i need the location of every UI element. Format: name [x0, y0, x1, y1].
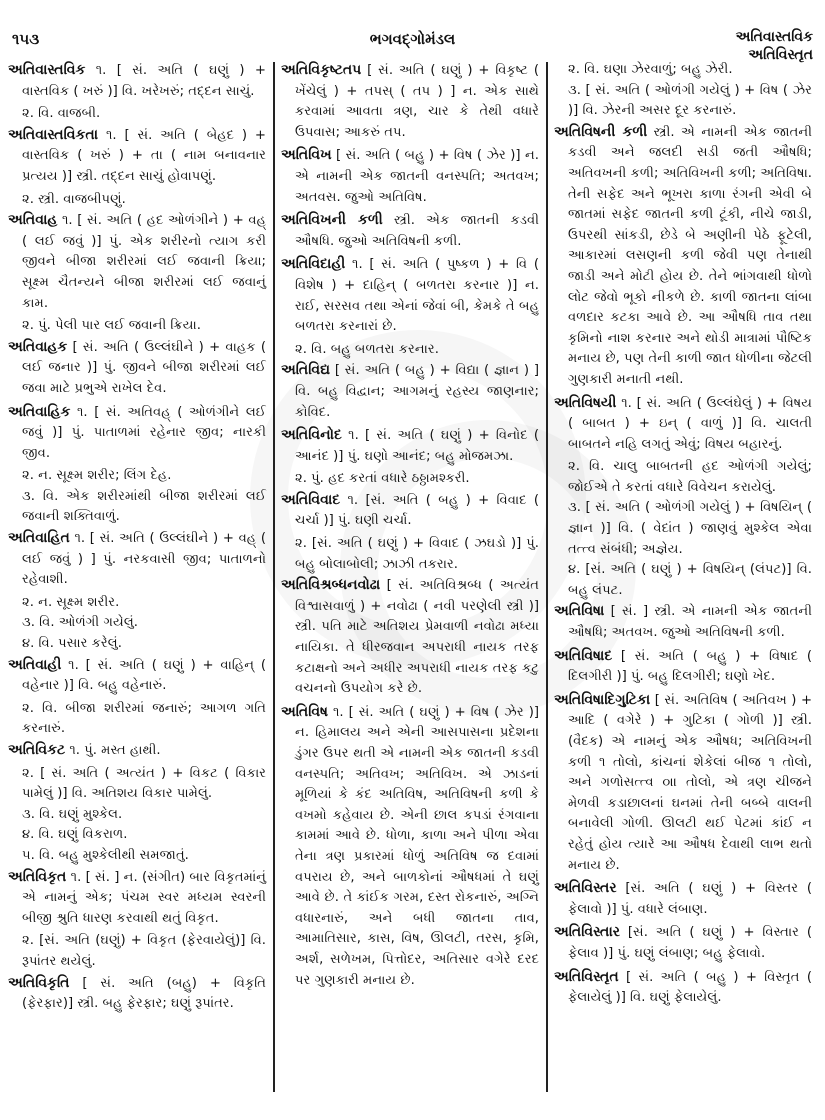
entry-text: સ્ત્રી. એ નામની એક જાતની કડવી અને જલદી સડી જતી ઔષધિ; અતિવખની કળી; અતિવિખની કળી; અતિવિષા. તેની સફેદ અને ભૂખરા કાળા રંગની એવી બે જાતમાં સફેદ જાતની કળી ટૂંકી, નીચે જાડી, ઉપરથી સાંકડી, છેડે બે અણીની પેઠે ફૂટેલી, આકારમાં લસણની કળી જેવી પણ તેનાથી જાડી અને મોટી હોય છે. તેને ભાંગવાથી ધોળો લોટ જેવો ભૂકો નીકળે છે. કાળી જાતના લાંબા વળદાર કટકા આવે છે. આ ઔષધિ તાવ તથા કૃમિનો નાશ કરનાર અને થોડી માત્રામાં પૌષ્ટિક મનાય છે, પણ તેની કાળી જાત ધોળીના જેટલી ગુણકારી મનાતી નથી. [568, 124, 812, 387]
entry-text: ૧. [ સં. અતિ ( ઉલ્લંઘીને ) + વહ્ ( લઈ જવું ) ] પું. નરકવાસી જીવ; પાતાળનો રહેવાશી. [22, 531, 266, 588]
sense-line: ૨. ન. સૂક્ષ્મ શરીર; લિંગ દેહ. [22, 468, 172, 484]
entry-text: [ સં. અતિ ( બહુ ) + વિદ્યા ( જ્ઞાન ) ] વિ. બહુ વિદ્વાન; આગમનું રહસ્ય જાણનાર; કોવિદ. [295, 363, 539, 420]
entry-text: ૧. [ સં. અતિ ( બેહદ ) + વાસ્તવિક ( ખરું ) + તા ( નામ બનાવનાર પ્રત્યય )] સ્ત્રી. તદ્દન સાચું હોવાપણું. [22, 127, 266, 184]
entry-headword: અતિવિસ્તર [554, 880, 617, 897]
entry-headword: અતિવિષ [281, 703, 328, 720]
sense-line: ૨. વિ. બીજા શરીરમાં જનારું; આગળ ગતિ કરનારું. [22, 700, 266, 737]
entry-text: ૧. [ સં. અતિ ( હદ ઓળંગીને ) + વહ્ ( લઈ જવું )] પું. એક શરીરનો ત્યાગ કરી જીવને બીજા શરીરમાં લઈ જવાની ક્રિયા; સૂક્ષ્મ ચૈતન્યને બીજા શરીરમાં લઈ જવાનું કામ. [22, 213, 266, 311]
entry-definition [8, 655, 266, 697]
entry-text: ૧. [સં. અતિ ( બહુ ) + વિવાદ ( ચર્ચા )] પું. ઘણી ચર્ચા. [295, 492, 539, 529]
sense-line: ૨. સ્ત્રી. વાજબીપણું. [22, 191, 126, 207]
entry-headword: અતિવાહી [8, 656, 62, 673]
sense-line: ૩. વિ. ઓળંગી ગયેલું. [22, 615, 138, 631]
sense-line: ૨. [ સં. અતિ ( અત્યંત ) + વિકટ ( વિકાર પામેલું )] વિ. અતિશય વિકાર પામેલું. [22, 765, 266, 802]
entry-headword: અતિવિદાહી [281, 256, 346, 273]
dictionary-entry [554, 122, 812, 391]
entry-headword: અતિવિકૃતિ [8, 974, 70, 991]
entry-definition [554, 122, 812, 391]
dictionary-entry [8, 867, 266, 973]
entry-text: [ સં. અતિ (બહુ) + વિકૃતિ (ફેરફાર)] સ્ત્રી. બહુ ફેરફાર; ઘણું રૂપાંતર. [22, 975, 266, 1012]
column-divider [546, 62, 548, 1092]
dictionary-entry [8, 60, 266, 125]
page-number: ૧૫૩ [12, 30, 40, 48]
entry-definition [281, 254, 539, 337]
dictionary-entry [8, 528, 266, 655]
dictionary-entry [8, 210, 266, 337]
dictionary-entry [554, 393, 812, 602]
entry-headword: અતિવાહિત [8, 530, 70, 547]
entry-headword: અતિવિકૃત [8, 868, 67, 885]
entry-definition [8, 337, 266, 400]
sense-line: ૨. વિ. વાજબી. [22, 106, 101, 122]
entry-definition [8, 210, 266, 314]
entry-headword: અતિવાસ્તવિકતા [8, 126, 99, 143]
dictionary-entry [8, 740, 266, 867]
dictionary-entry [8, 655, 266, 740]
entry-definition [281, 425, 539, 467]
dictionary-entry [554, 922, 812, 964]
sense-line: ૨. ન. સૂક્ષ્મ શરીર. [22, 594, 120, 610]
entry-text: [ સં. અતિવિષ ( અતિવખ ) + આદિ ( વગેરે ) + ગુટિકા ( ગોળી )] સ્ત્રી. (વૈદક) એ નામનું એક ઔષધ; અતિવિખની કળી ૧ તોલો, કાંચનાં શેકેલાં બીજ ૧ તોલો, અને ગળોસત્ત્વ ૦॥ તોલો, એ ત્રણ ચીજને મેળવી કડાછાલનાં ઘનમાં તેની બબ્બે વાલની બનાવેલી ગોળી. ઊલટી થઈ પેટમાં કાંઈ ન રહેતું હોય ત્યારે આ ઔષધ દેવાથી લાભ થતો મનાય છે. [568, 692, 812, 873]
dictionary-entry [554, 690, 812, 876]
column-2 [281, 60, 539, 993]
entry-text: ૧. [ સં. અતિ ( ઘણું ) + વાસ્તવિક ( ખરું )] વિ. ખરેખરું; તદ્દન સાચું. [22, 63, 266, 99]
entry-headword: અતિવિનોદ [281, 427, 342, 444]
dictionary-entry [281, 702, 539, 991]
entry-headword: અતિવિખની કળી [281, 212, 383, 229]
sense-line: ૪. વિ. પસાર કરેલું. [22, 636, 122, 652]
entry-text: [ સં. ] સ્ત્રી. એ નામની એક જાતની ઔષધિ; અતવખ. જુઓ અતિવિષની કળી. [568, 604, 812, 641]
entry-headword: અતિવિકટ [8, 742, 66, 758]
sense-line: ૪. [સં. અતિ ( ઘણું ) + વિષયિન્ (લંપટ)] વિ. બહુ લંપટ. [568, 562, 812, 598]
entry-definition [8, 867, 266, 930]
entry-headword: અતિવાહિક [8, 403, 71, 420]
dictionary-entry [281, 145, 539, 208]
entry-text: ૧. પું. મસ્ત હાથી. [69, 743, 161, 758]
entry-text: ૧. [ સં. અતિ ( ઘણું ) + વિનોદ ( આનંદ )] પું. ઘણો આનંદ; બહુ મોજમઝા. [295, 428, 539, 464]
entry-definition [281, 210, 539, 252]
dictionary-entry [554, 646, 812, 688]
guide-word-last: અતિવિસ્તૃત [748, 47, 813, 63]
sense-line: ૩. [ સં. અતિ ( ઓળંગી ગયેલું ) + વિષયિન્ ( જ્ઞાન )] વિ. ( વેદાંત ) જાણવું મુશ્કેલ એવા તત્ત્વ સંબંધી; અજ્ઞેય. [568, 500, 812, 557]
entry-headword: અતિવાહક [8, 338, 68, 355]
sense-line: ૨. [સં. અતિ (ઘણું) + વિકૃત (ફેરવાયેલું)] વિ. રૂપાંતર થયેલું. [22, 933, 266, 969]
dictionary-entry [554, 601, 812, 643]
dictionary-entry [8, 402, 266, 529]
sense-line: ૨. વિ. ઘણા ઝેરવાળું; બહુ ઝેરી. [568, 62, 733, 77]
entry-text: ૧. [ સં. અતિ ( ઉલ્લંઘેલું ) + વિષય ( બાબત ) + ઇન્ ( વાળું )] વિ. ચાલતી બાબતને નહિ લગતું એવું; વિષય બહારનું. [568, 395, 812, 452]
entry-headword: અતિવિષા [554, 603, 605, 620]
entry-definition [554, 601, 812, 643]
dictionary-entry [281, 575, 539, 700]
entry-definition [8, 973, 266, 1015]
entry-text: [ સં. અતિ ( બહુ ) + વિષ ( ઝેર )] ન. એ નામની એક જાતની વનસ્પતિ; અતવખ; અતવસ. જુઓ અતિવિષ. [295, 148, 539, 205]
dictionary-entry [281, 60, 539, 143]
sense-line: ૨. વિ. ચાલુ બાબતની હદ ઓળંગી ગયેલું; જોઈએ તે કરતાં વધારે વિવેચન કરાયેલું. [568, 459, 812, 495]
entry-definition [281, 702, 539, 991]
entry-definition [8, 402, 266, 465]
entry-headword: અતિવિકૃષ્ટતપ [281, 62, 362, 78]
entry-definition [554, 393, 812, 456]
sense-line: ૫. વિ. બહુ મુશ્કેલીથી સમજાતું. [22, 847, 189, 863]
entry-headword: અતિવિષાદિગુટિકા [554, 691, 651, 708]
sense-line: ૨. [સં. અતિ ( ઘણું ) + વિવાદ ( ઝઘડો )] પું. બહુ બોલાબોલી; ઝાઝી તકરાર. [295, 536, 539, 572]
entry-text: ૧. [ સં. ] ન. (સંગીત) બાર વિકૃતમાંનું એ નામનું એક; પંચમ સ્વર મધ્યમ સ્વરની બીજી શ્રુતિ ધારણ કરવાથી થતું વિકૃત. [22, 869, 267, 926]
dictionary-entry [281, 490, 539, 575]
entry-text: ૧. [ સં. અતિ ( ઘણું ) + વાહિન્ ( વહેનાર )] વિ. બહુ વહેનારું. [22, 657, 266, 694]
guide-words [736, 28, 813, 64]
entry-headword: અતિવિષની કળી [554, 123, 648, 140]
entry-definition [281, 145, 539, 208]
entry-definition [8, 60, 266, 102]
entry-definition [281, 360, 539, 423]
entry-definition [8, 528, 266, 591]
column-3 [554, 60, 812, 1011]
sense-line: ૨. પું. હદ કરતાં વધારે ઠઠ્ઠામશ્કરી. [295, 471, 470, 487]
column-1 [8, 60, 266, 1017]
entry-text: [સં. અતિ ( ઘણું ) + વિસ્તર ( ફેલાવો )] પું. વધારે લંબાણ. [568, 881, 812, 917]
entry-definition [281, 490, 539, 532]
dictionary-entry [281, 425, 539, 490]
sense-line: ૩. [ સં. અતિ ( ઓળંગી ગયેલું ) + વિષ ( ઝેર )] વિ. ઝેરની અસર દૂર કરનારું. [568, 82, 812, 119]
dictionary-entry [8, 973, 266, 1015]
dictionary-entry [281, 254, 539, 360]
entry-text: ૧. [ સં. અતિ ( ઘણું ) + વિષ ( ઝેર )] ન. હિમાલય અને એની આસપાસના પ્રદેશના ડુંગર ઉપર થતી એ નામની એક જાતની કડવી વનસ્પતિ; અતિવખ; અતિવિખ. એ ઝાડનાં મૂળિયાં કે કંદ અતિવિષ, અતિવિષની કળી કે વખમો કહેવાય છે. એની છાલ કપડાં રંગવાના કામમાં આવે છે. ધોળા, કાળા અને પીળા એવા તેના ત્રણ પ્રકારમાં ધોળું અતિવિષ જ દવામાં વપરાય છે, અને બાળકોનાં ઔષધમાં તે ઘણું આવે છે. તે કાંઈક ગરમ, દસ્ત રોકનારું, અગ્નિ વધારનારું, અને બધી જાતના તાવ, આમાતિસાર, કાસ, વિષ, ઊલટી, તરસ, કૃમિ, અર્શ, સળેખમ, પિત્તોદર, અતિસાર વગેરે દરદ પર ગુણકારી મનાય છે. [295, 704, 539, 988]
entry-definition [281, 575, 539, 700]
entry-definition [554, 646, 812, 688]
entry-headword: અતિવાહ [8, 212, 58, 229]
sense-line: ૩. વિ. ઘણું મુશ્કેલ. [22, 806, 123, 822]
dictionary-entry [281, 360, 539, 423]
entry-headword: અતિવાસ્તવિક [8, 62, 86, 78]
entry-text: [સં. અતિ ( ઘણું ) + વિસ્તાર ( ફેલાવ )] પું. ઘણું લંબાણ; બહુ ફેલાવો. [568, 925, 812, 961]
sense-line: ૩. વિ. એક શરીરમાંથી બીજા શરીરમાં લઈ જવાની શક્તિવાળું. [22, 488, 266, 525]
column-divider [273, 62, 275, 1092]
entry-headword: અતિવિસ્તાર [554, 924, 620, 941]
entry-definition [554, 878, 812, 920]
entry-text: [ સં. અતિ ( ઉલ્લંઘીને ) + વાહક ( લઈ જનાર )] પું. જીવને બીજા શરીરમાં લઈ જવા માટે પ્રભુએ રાખેલ દેવ. [22, 339, 266, 396]
entry-definition [554, 967, 812, 1009]
entry-headword: અતિવિસ્તૃત [554, 968, 619, 985]
guide-word-first: અતિવાસ્તવિક [735, 29, 813, 45]
sense-line: ૨. પું. પેલી પાર લઈ જવાની ક્રિયા. [22, 318, 201, 334]
sense-line: ૪. વિ. ઘણું વિકરાળ. [22, 827, 128, 843]
entry-headword: અતિવિષયી [554, 394, 617, 411]
dictionary-entry [8, 337, 266, 400]
entry-text: [ સં. અતિ ( બહુ ) + વિસ્તૃત ( ફેલાયેલું )] વિ. ઘણું ફેલાયેલું. [568, 969, 812, 1006]
entry-headword: અતિવિખ [281, 147, 332, 164]
entry-text: સ્ત્રી. એક જાતની કડવી ઔષધિ. જુઓ અતિવિષની કળી. [295, 213, 539, 249]
entry-definition [8, 125, 266, 188]
entry-definition [554, 690, 812, 876]
entry-text: [ સં. અતિ ( બહુ ) + વિષાદ ( દિલગીરી )] પું. બહુ દિલગીરી; ઘણો ખેદ. [568, 648, 812, 685]
entry-text: ૧. [ સં. અતિ ( પુષ્કળ ) + વિ ( વિશેષ ) + દાહિન્ ( બળતરા કરનાર )] ન. રાઈ, સરસવ તથા એનાં જેવાં બી, કેમકે તે બહુ બળતરા કરનારાં છે. [295, 257, 539, 335]
entry-headword: અતિવિષાદ [554, 647, 613, 664]
entry-definition [554, 922, 812, 964]
entry-definition [281, 60, 539, 143]
dictionary-entry [281, 210, 539, 252]
dictionary-entry [8, 125, 266, 210]
dictionary-entry [554, 967, 812, 1009]
entry-definition [8, 740, 266, 762]
book-title: ભગવદ્ગોમંડલ [369, 30, 456, 48]
entry-text: [ સં. અતિવિશ્રબ્ધ ( અત્યંત વિશ્વાસવાળું ) + નવોઢા ( નવી પરણેલી સ્ત્રી )] સ્ત્રી. પતિ માટે અતિશય પ્રેમવાળી નવોઢા મધ્યા નાયિકા. તે ધીરજવાન અપરાધી નાયક તરફ કટાક્ષનો અને અધીર અપરાધી નાયક તરફ કટુ વચનનો ઉપયોગ કરે છે. [295, 578, 539, 697]
entry-text: [ સં. અતિ ( ઘણું ) + વિકૃષ્ટ ( ખેંચેલું ) + તપસ્ ( તપ ) ] ન. એક સાથે કરવામાં આવતા ત્રણ, ચાર કે તેથી વધારે ઉપવાસ; આકરું તપ. [295, 63, 539, 140]
entry-headword: અતિવિદ્ય [281, 362, 331, 379]
entry-headword: અતિવિવાદ [281, 491, 341, 508]
dictionary-entry [554, 878, 812, 920]
entry-headword: અતિવિશ્રબ્ધનવોઢા [281, 577, 381, 594]
sense-line: ૨. વિ. બહુ બળતરા કરનાર. [295, 341, 439, 357]
entry-text: ૧. [ સં. અતિવહ્ ( ઓળંગીને લઈ જવું )] પું. પાતાળમાં રહેનાર જીવ; નારકી જીવ. [22, 404, 266, 461]
